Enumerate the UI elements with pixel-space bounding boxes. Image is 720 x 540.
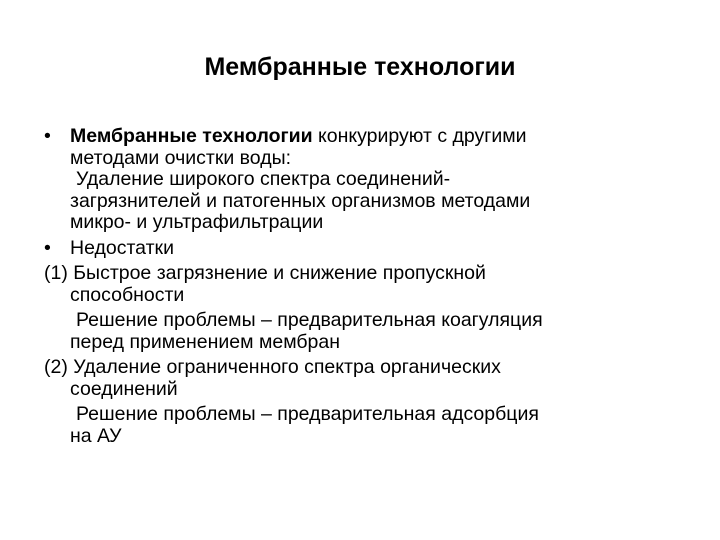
bullet-marker: • [44,236,51,259]
solution-item-1 [44,310,684,353]
bullet-marker: • [44,125,51,147]
slide-title: Мембранные технологии [204,53,516,81]
solution-line: Решение проблемы – предварительная адсорбция [76,403,539,425]
drawback-line: способности [70,283,185,306]
bullet-line: загрязнителей и патогенных организмов методами [70,189,531,212]
drawback-line: соединений [70,377,178,400]
bullet-line [70,126,684,148]
solution-item-2 [44,404,684,447]
solution-line: перед применением мембран [70,330,341,353]
bullet-item-membrane-tech [44,126,684,234]
bold-term: Мембранные технологии [70,125,313,147]
solution-line: Решение проблемы – предварительная коагуляция [76,309,543,331]
drawback-item-2 [44,357,684,400]
bullet-line: микро- и ультрафильтрации [70,211,324,233]
drawback-line: (2) Удаление ограниченного спектра органических [44,356,501,378]
bullet-line: методами очистки воды: [70,146,292,169]
slide-content [44,126,684,447]
drawback-line: (1) Быстрое загрязнение и снижение пропускной [44,262,486,284]
bullet-item-drawbacks [44,238,684,260]
drawback-item-1 [44,263,684,306]
bullet-text: конкурируют с другими [312,125,527,147]
bullet-label: Недостатки [70,236,174,259]
solution-line: на АУ [70,424,122,447]
bullet-line: Удаление широкого спектра соединений- [76,168,451,190]
